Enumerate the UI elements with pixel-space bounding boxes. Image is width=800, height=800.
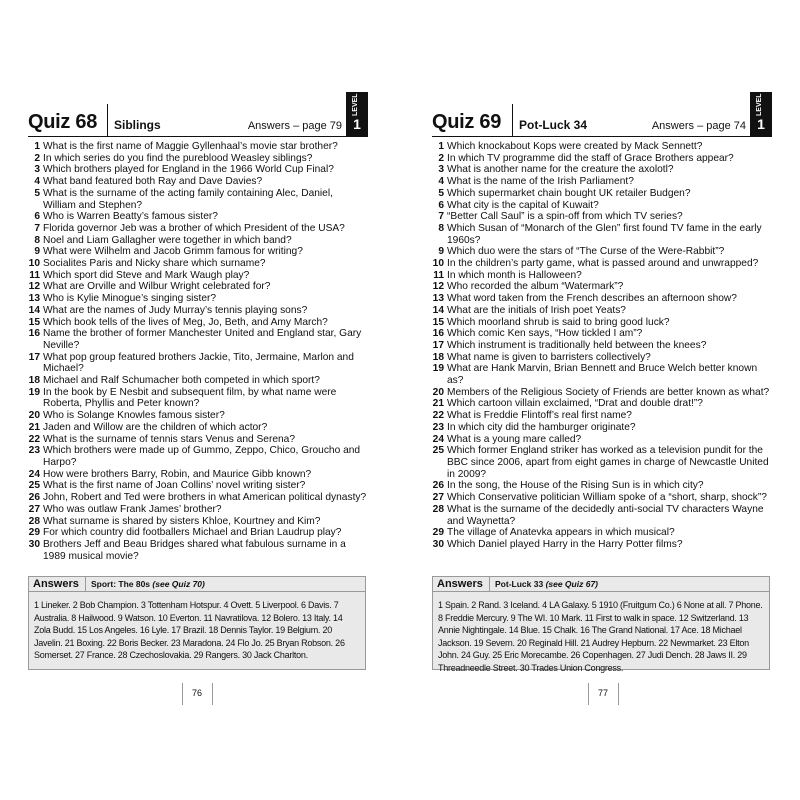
question-text: What is Freddie Flintoff’s real first name? bbox=[447, 410, 632, 422]
question-item bbox=[432, 328, 772, 340]
question-number: 1 bbox=[34, 141, 40, 152]
level-number: 1 bbox=[757, 116, 765, 132]
question-item bbox=[432, 527, 772, 539]
question-number: 17 bbox=[28, 351, 40, 363]
question-number: 4 bbox=[438, 176, 444, 188]
question-number: 24 bbox=[28, 468, 40, 480]
question-item bbox=[432, 246, 772, 258]
question-text: What is the surname of the decidedly anti-social TV characters Wayne and Waynetta? bbox=[447, 503, 764, 527]
question-number: 25 bbox=[28, 480, 40, 492]
question-number: 2 bbox=[438, 152, 444, 164]
question-item bbox=[432, 293, 772, 305]
question-text: What is the first name of Joan Collins’ novel writing sister? bbox=[43, 480, 306, 492]
question-number: 9 bbox=[438, 246, 444, 258]
question-text: What is the surname of the acting family containing Alec, Daniel, William and Stephen? bbox=[43, 187, 333, 211]
question-number: 19 bbox=[28, 386, 40, 398]
question-text: Who was outlaw Frank James’ brother? bbox=[43, 503, 222, 515]
question-text: What is the name of the Irish Parliament? bbox=[447, 176, 634, 188]
question-item bbox=[28, 480, 368, 492]
question-number: 18 bbox=[28, 375, 40, 387]
question-text: Name the brother of former Manchester United and England star, Gary Neville? bbox=[43, 328, 362, 351]
question-number: 10 bbox=[28, 258, 40, 270]
question-text: What surname is shared by sisters Khloe, Kourtney and Kim? bbox=[43, 515, 321, 527]
question-number: 7 bbox=[34, 222, 40, 234]
question-number: 26 bbox=[432, 480, 444, 492]
answers-header bbox=[29, 577, 365, 592]
question-item bbox=[432, 480, 772, 492]
question-text: Socialites Paris and Nicky share which surname? bbox=[43, 258, 266, 270]
question-number: 16 bbox=[432, 328, 444, 340]
question-item bbox=[28, 516, 368, 528]
question-item bbox=[28, 492, 368, 504]
question-item bbox=[28, 328, 368, 351]
page-number-divider bbox=[182, 683, 183, 705]
question-list bbox=[28, 141, 368, 562]
question-text: How were brothers Barry, Robin, and Maurice Gibb known? bbox=[43, 468, 312, 480]
question-item bbox=[432, 164, 772, 176]
question-number: 22 bbox=[432, 410, 444, 422]
question-number: 21 bbox=[28, 421, 40, 433]
question-item bbox=[28, 317, 368, 329]
question-number: 30 bbox=[432, 538, 444, 550]
level-label: LEVEL bbox=[756, 93, 763, 116]
question-item bbox=[432, 539, 772, 551]
question-number: 30 bbox=[28, 538, 40, 550]
question-item bbox=[432, 504, 772, 527]
question-text: Noel and Liam Gallagher were together in which band? bbox=[43, 234, 292, 246]
answers-page-ref: Answers – page 79 bbox=[247, 120, 342, 132]
question-item bbox=[432, 270, 772, 282]
question-item bbox=[432, 398, 772, 410]
question-item bbox=[28, 235, 368, 247]
question-item bbox=[432, 281, 772, 293]
question-item bbox=[432, 176, 772, 188]
question-text: What are the initials of Irish poet Yeats? bbox=[447, 304, 626, 316]
question-item bbox=[28, 211, 368, 223]
question-text: Which Conservative politician William spoke of a “short, sharp, shock”? bbox=[447, 492, 767, 504]
question-text: In which month is Halloween? bbox=[447, 269, 582, 281]
question-number: 28 bbox=[432, 503, 444, 515]
question-text: In the book by E Nesbit and subsequent film, by what name were Roberta, Phyllis and Peter known? bbox=[43, 386, 337, 410]
question-number: 12 bbox=[432, 281, 444, 293]
question-text: In the children’s party game, what is passed around and unwrapped? bbox=[447, 258, 759, 270]
question-number: 23 bbox=[28, 445, 40, 457]
page-number-divider bbox=[588, 683, 589, 705]
question-text: What name is given to barristers collectively? bbox=[447, 351, 651, 363]
question-text: Who is Warren Beatty’s famous sister? bbox=[43, 211, 218, 223]
question-number: 25 bbox=[432, 445, 444, 457]
quiz-header bbox=[432, 92, 772, 137]
question-number: 29 bbox=[28, 527, 40, 539]
question-number: 12 bbox=[28, 281, 40, 293]
question-item bbox=[28, 387, 368, 410]
question-number: 11 bbox=[433, 269, 444, 281]
question-number: 6 bbox=[438, 199, 444, 211]
question-item bbox=[432, 352, 772, 364]
question-text: What pop group featured brothers Jackie, Tito, Jermaine, Marlon and Michael? bbox=[43, 351, 354, 375]
question-text: Jaden and Willow are the children of which actor? bbox=[43, 421, 268, 433]
question-text: What is the surname of tennis stars Venus and Serena? bbox=[43, 433, 296, 445]
question-item bbox=[432, 258, 772, 270]
question-item bbox=[28, 434, 368, 446]
question-text: What are Orville and Wilbur Wright celebrated for? bbox=[43, 281, 271, 293]
question-item bbox=[432, 410, 772, 422]
question-text: Who recorded the album “Watermark”? bbox=[447, 281, 624, 293]
question-text: Which instrument is traditionally held between the knees? bbox=[447, 339, 707, 351]
question-number: 5 bbox=[438, 187, 444, 199]
question-number: 4 bbox=[34, 176, 40, 188]
question-number: 10 bbox=[432, 258, 444, 270]
quiz-header bbox=[28, 92, 368, 137]
question-number: 13 bbox=[432, 293, 444, 305]
question-item bbox=[28, 410, 368, 422]
left-page bbox=[28, 92, 368, 562]
question-text: Which former England striker has worked as a television pundit for the BBC since 2006, apart from eight games in charge of Newcastle United in 2009? bbox=[447, 445, 769, 480]
question-text: Which brothers played for England in the 1966 World Cup Final? bbox=[43, 164, 334, 176]
question-number: 8 bbox=[34, 234, 40, 246]
question-number: 6 bbox=[34, 211, 40, 223]
question-text: The village of Anatevka appears in which musical? bbox=[447, 527, 675, 539]
question-item bbox=[432, 200, 772, 212]
question-item bbox=[28, 375, 368, 387]
question-text: In which city did the hamburger originate? bbox=[447, 421, 636, 433]
question-text: Members of the Religious Society of Friends are better known as what? bbox=[447, 386, 770, 398]
question-text: Florida governor Jeb was a brother of which President of the USA? bbox=[43, 222, 345, 234]
question-text: Which duo were the stars of “The Curse of the Were-Rabbit”? bbox=[447, 246, 725, 258]
question-item bbox=[28, 281, 368, 293]
question-text: Which comic Ken says, “How tickled I am”? bbox=[447, 328, 643, 340]
question-text: What are Hank Marvin, Brian Bennett and Bruce Welch better known as? bbox=[447, 363, 758, 387]
question-number: 21 bbox=[432, 398, 444, 410]
question-text: Which book tells of the lives of Meg, Jo, Beth, and Amy March? bbox=[43, 316, 328, 328]
question-item bbox=[28, 305, 368, 317]
question-item bbox=[432, 492, 772, 504]
question-number: 9 bbox=[34, 246, 40, 258]
question-item bbox=[28, 504, 368, 516]
question-text: In the song, the House of the Rising Sun is in which city? bbox=[447, 480, 704, 492]
question-text: Who is Solange Knowles famous sister? bbox=[43, 410, 225, 422]
question-item bbox=[28, 141, 368, 153]
answers-text: 1 Lineker. 2 Bob Champion. 3 Tottenham Hotspur. 4 Ovett. 5 Liverpool. 6 Davis. 7 Australia. 8 Hailwood. 9 Watson. 10 Everton. 11 Navratilova. 12 Bolero. 13 Italy. 14 Zola Budd. 15 Los Angeles. 16 Lyle. 17 Brazil. 18 Dennis Taylor. 19 Belgium. 20 Javelin. 21 Boxing. 22 Boris Becker. 23 Maradona. 24 Flo Jo. 25 Bryan Robson. 26 Somerset. 27 France. 28 Czechoslovakia. 29 Rangers. 30 Jack Charlton. bbox=[34, 600, 345, 660]
answers-title: Answers bbox=[33, 578, 79, 590]
question-item bbox=[28, 527, 368, 539]
question-number: 16 bbox=[28, 328, 40, 340]
question-item bbox=[432, 340, 772, 352]
level-number: 1 bbox=[353, 116, 361, 132]
question-list bbox=[432, 141, 772, 551]
answers-topic: Pot-Luck 33 (see Quiz 67) bbox=[495, 579, 598, 589]
quiz-title: Quiz 68 bbox=[28, 111, 98, 133]
quiz-topic: Pot-Luck 34 bbox=[519, 118, 588, 132]
question-text: What are the names of Judy Murray’s tennis playing sons? bbox=[43, 304, 308, 316]
header-divider bbox=[107, 104, 108, 136]
question-item bbox=[432, 445, 772, 480]
answers-header bbox=[433, 577, 769, 592]
question-number: 15 bbox=[432, 316, 444, 328]
question-text: Who is Kylie Minogue’s singing sister? bbox=[43, 293, 217, 305]
level-label: LEVEL bbox=[352, 93, 359, 116]
question-item bbox=[432, 305, 772, 317]
question-number: 20 bbox=[28, 410, 40, 422]
question-text: Which supermarket chain bought UK retailer Budgen? bbox=[447, 187, 691, 199]
quiz-title: Quiz 69 bbox=[432, 111, 502, 133]
question-text: Brothers Jeff and Beau Bridges shared what fabulous surname in a 1989 musical movie? bbox=[43, 538, 346, 562]
page-number-divider bbox=[618, 683, 619, 705]
quiz-topic: Siblings bbox=[114, 118, 161, 132]
question-item bbox=[28, 258, 368, 270]
question-item bbox=[28, 246, 368, 258]
question-number: 14 bbox=[28, 304, 40, 316]
answers-divider bbox=[489, 577, 490, 591]
question-number: 5 bbox=[34, 187, 40, 199]
question-item bbox=[432, 317, 772, 329]
question-item bbox=[432, 387, 772, 399]
question-number: 18 bbox=[432, 351, 444, 363]
question-text: In which series do you find the pureblood Weasley siblings? bbox=[43, 152, 313, 164]
question-text: “Better Call Saul” is a spin-off from which TV series? bbox=[447, 211, 683, 223]
question-number: 26 bbox=[28, 492, 40, 504]
question-number: 15 bbox=[28, 316, 40, 328]
question-text: Which Susan of “Monarch of the Glen” first found TV fame in the early 1960s? bbox=[447, 222, 762, 246]
question-number: 7 bbox=[438, 211, 444, 223]
answers-page-ref: Answers – page 74 bbox=[651, 120, 746, 132]
question-number: 24 bbox=[432, 433, 444, 445]
question-item bbox=[28, 188, 368, 211]
level-badge bbox=[750, 92, 772, 136]
right-page bbox=[432, 92, 772, 551]
question-item bbox=[28, 223, 368, 235]
question-item bbox=[432, 153, 772, 165]
question-number: 27 bbox=[432, 492, 444, 504]
question-number: 14 bbox=[432, 304, 444, 316]
question-item bbox=[28, 270, 368, 282]
question-item bbox=[28, 176, 368, 188]
question-text: What is another name for the creature the axolotl? bbox=[447, 164, 674, 176]
question-text: Which cartoon villain exclaimed, “Drat and double drat!”? bbox=[447, 398, 703, 410]
question-number: 28 bbox=[28, 515, 40, 527]
question-item bbox=[28, 539, 368, 562]
question-number: 3 bbox=[438, 164, 444, 176]
question-number: 20 bbox=[432, 386, 444, 398]
question-item bbox=[28, 293, 368, 305]
question-text: Which brothers were made up of Gummo, Zeppo, Chico, Groucho and Harpo? bbox=[43, 445, 361, 468]
question-item bbox=[432, 422, 772, 434]
question-text: Which Daniel played Harry in the Harry Potter films? bbox=[447, 538, 683, 550]
question-item bbox=[432, 141, 772, 153]
answers-topic: Sport: The 80s (see Quiz 70) bbox=[91, 579, 205, 589]
question-item bbox=[28, 422, 368, 434]
question-text: What is the first name of Maggie Gyllenhaal’s movie star brother? bbox=[43, 141, 338, 152]
answers-divider bbox=[85, 577, 86, 591]
question-text: What is a young mare called? bbox=[447, 433, 582, 445]
question-item bbox=[432, 363, 772, 386]
question-number: 13 bbox=[28, 293, 40, 305]
question-item bbox=[432, 211, 772, 223]
question-text: John, Robert and Ted were brothers in what American political dynasty? bbox=[43, 492, 367, 504]
question-number: 1 bbox=[438, 141, 444, 152]
question-number: 29 bbox=[432, 527, 444, 539]
question-number: 19 bbox=[432, 363, 444, 375]
answers-box bbox=[28, 576, 366, 670]
question-item bbox=[432, 434, 772, 446]
question-number: 23 bbox=[432, 421, 444, 433]
question-item bbox=[28, 445, 368, 468]
question-text: Which moorland shrub is said to bring good luck? bbox=[447, 316, 670, 328]
question-item bbox=[28, 153, 368, 165]
question-text: What band featured both Ray and Dave Davies? bbox=[43, 176, 263, 188]
question-text: What word taken from the French describes an afternoon show? bbox=[447, 293, 737, 305]
question-item bbox=[28, 352, 368, 375]
question-item bbox=[432, 188, 772, 200]
question-text: Which sport did Steve and Mark Waugh play? bbox=[43, 269, 250, 281]
question-text: For which country did footballers Michael and Brian Laudrup play? bbox=[43, 527, 342, 539]
page-number: 77 bbox=[598, 688, 609, 698]
question-number: 8 bbox=[438, 222, 444, 234]
question-number: 2 bbox=[34, 152, 40, 164]
question-text: Michael and Ralf Schumacher both competed in which sport? bbox=[43, 375, 320, 387]
answers-title: Answers bbox=[437, 578, 483, 590]
page-number: 76 bbox=[192, 688, 203, 698]
question-text: What were Wilhelm and Jacob Grimm famous for writing? bbox=[43, 246, 303, 258]
question-number: 27 bbox=[28, 503, 40, 515]
question-item bbox=[432, 223, 772, 246]
question-item bbox=[28, 469, 368, 481]
level-badge bbox=[346, 92, 368, 136]
question-number: 11 bbox=[29, 269, 40, 281]
question-item bbox=[28, 164, 368, 176]
header-divider bbox=[512, 104, 513, 136]
question-number: 17 bbox=[432, 339, 444, 351]
question-number: 3 bbox=[34, 164, 40, 176]
answers-text: 1 Spain. 2 Rand. 3 Iceland. 4 LA Galaxy. 5 1910 (Fruitgum Co.) 6 None at all. 7 Phone. 8 Freddie Mercury. 9 The WI. 10 Mark. 11 First to walk in space. 12 Switzerland. 13 Annie Nightingale. 14 Blue. 15 Chalk. 16 The Grand National. 17 Ace. 18 Michael Jackson. 19 Severn. 20 Reginald Hill. 21 Audrey Hepburn. 22 Newmarket. 23 Elton John. 24 Guy. 25 Eric Morecambe. 26 Copenhagen. 27 Judi Dench. 28 Jaws II. 29 Threadneedle Street. 30 Trades Union Congress. bbox=[438, 600, 763, 673]
page-number-divider bbox=[212, 683, 213, 705]
question-text: Which knockabout Kops were created by Mack Sennett? bbox=[447, 141, 703, 152]
question-number: 22 bbox=[28, 433, 40, 445]
answers-box bbox=[432, 576, 770, 673]
question-text: What city is the capital of Kuwait? bbox=[447, 199, 599, 211]
question-text: In which TV programme did the staff of Grace Brothers appear? bbox=[447, 152, 734, 164]
